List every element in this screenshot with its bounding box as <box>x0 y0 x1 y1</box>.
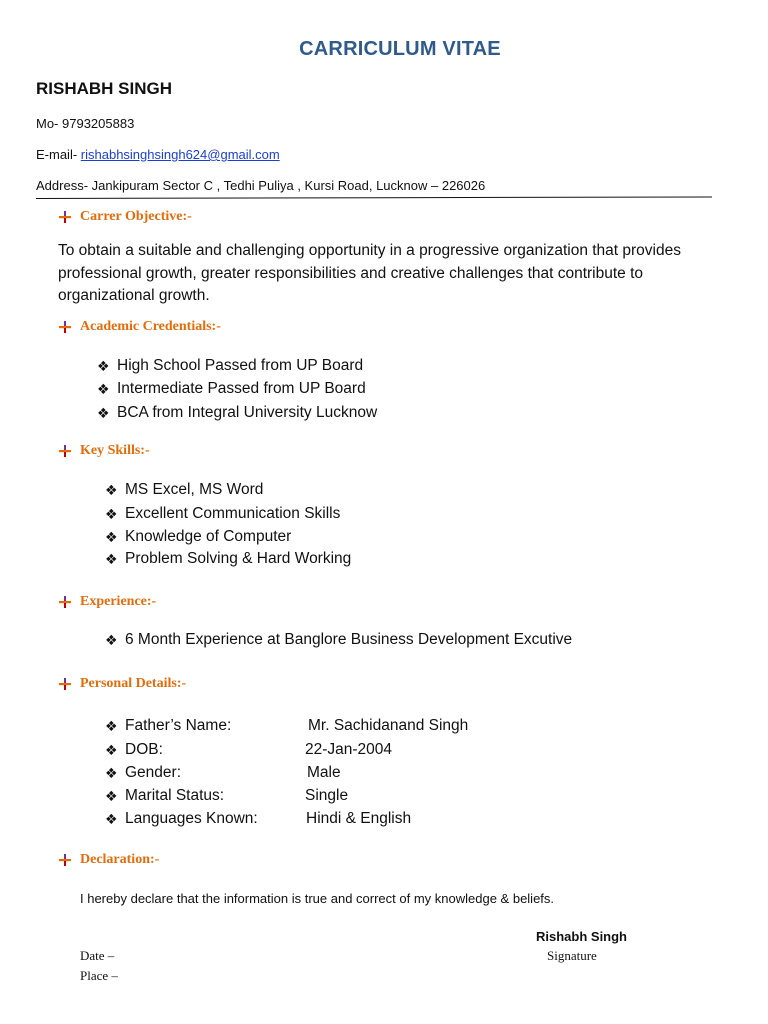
diamond-bullet-icon: ❖ <box>105 550 118 567</box>
email-label: E-mail- <box>36 147 81 162</box>
list-item-text: BCA from Integral University Lucknow <box>117 404 378 421</box>
diamond-bullet-icon: ❖ <box>105 481 118 498</box>
personal-row-value: Hindi & English <box>306 810 412 827</box>
list-item-text: 6 Month Experience at Banglore Business Development Excutive <box>125 631 573 648</box>
page-title: CARRICULUM VITAE <box>299 38 501 60</box>
section-heading-skills <box>58 443 150 459</box>
diamond-bullet-icon: ❖ <box>105 787 118 804</box>
candidate-name: RISHABH SINGH <box>36 79 173 98</box>
diamond-bullet-icon: ❖ <box>105 741 118 758</box>
list-item <box>105 631 572 649</box>
pushpin-heading-icon <box>58 320 72 334</box>
place-label: Place – <box>80 968 118 983</box>
email-link[interactable]: rishabhsinghsingh624@gmail.com <box>80 147 280 162</box>
list-item <box>97 357 363 375</box>
diamond-bullet-icon: ❖ <box>97 357 110 374</box>
list-item <box>105 505 340 523</box>
diamond-bullet-icon: ❖ <box>105 631 118 648</box>
diamond-bullet-icon: ❖ <box>97 380 110 397</box>
signature-label: Signature <box>547 948 597 963</box>
detail-label: Father’s Name: <box>125 717 232 734</box>
section-heading-academic <box>58 319 221 335</box>
signer-name: Rishabh Singh <box>536 929 627 944</box>
diamond-bullet-icon: ❖ <box>105 528 118 545</box>
diamond-bullet-icon: ❖ <box>97 404 110 421</box>
personal-row-value: Mr. Sachidanand Singh <box>308 717 469 734</box>
list-item-text: High School Passed from UP Board <box>117 357 364 374</box>
heading-label: Academic Credentials:- <box>80 319 221 334</box>
mobile-number: Mo- 9793205883 <box>36 116 135 131</box>
personal-row-label <box>105 810 258 828</box>
diamond-bullet-icon: ❖ <box>105 505 118 522</box>
list-item <box>97 380 366 398</box>
diamond-bullet-icon: ❖ <box>105 810 118 827</box>
diamond-bullet-icon: ❖ <box>105 764 118 781</box>
list-item-text: MS Excel, MS Word <box>125 481 264 498</box>
pushpin-heading-icon <box>58 210 72 224</box>
header-divider <box>36 196 712 199</box>
detail-label: Marital Status: <box>125 787 225 804</box>
date-label: Date – <box>80 948 115 963</box>
declaration-text: I hereby declare that the information is true and correct of my knowledge & beliefs. <box>80 891 555 906</box>
pushpin-heading-icon <box>58 444 72 458</box>
list-item-text: Knowledge of Computer <box>125 528 292 545</box>
list-item-text: Intermediate Passed from UP Board <box>117 380 366 397</box>
personal-row-label <box>105 741 163 759</box>
personal-row-value: Male <box>307 764 341 781</box>
detail-label: Languages Known: <box>125 810 258 827</box>
diamond-bullet-icon: ❖ <box>105 717 118 734</box>
list-item <box>97 404 377 422</box>
pushpin-heading-icon <box>58 595 72 609</box>
list-item <box>105 528 291 546</box>
section-heading-declaration <box>58 852 159 868</box>
list-item <box>105 481 263 499</box>
pushpin-heading-icon <box>58 677 72 691</box>
personal-row-label <box>105 787 224 805</box>
heading-label: Personal Details:- <box>80 676 187 691</box>
heading-label: Carrer Objective:- <box>80 209 192 224</box>
detail-label: Gender: <box>125 764 182 781</box>
personal-row-label <box>105 764 181 782</box>
personal-row-value: Single <box>305 787 349 804</box>
pushpin-heading-icon <box>58 853 72 867</box>
address: Address- Jankipuram Sector C , Tedhi Puliya , Kursi Road, Lucknow – 226026 <box>36 178 486 193</box>
section-heading-objective <box>58 209 192 225</box>
personal-row-label <box>105 717 231 735</box>
section-heading-personal <box>58 676 186 692</box>
personal-row-value: 22-Jan-2004 <box>305 741 393 758</box>
heading-label: Key Skills:- <box>80 443 150 458</box>
list-item <box>105 550 351 568</box>
section-heading-experience <box>58 594 156 610</box>
list-item-text: Excellent Communication Skills <box>125 505 341 522</box>
list-item-text: Problem Solving & Hard Working <box>125 550 352 567</box>
heading-label: Experience:- <box>80 594 157 609</box>
email-line <box>36 147 280 162</box>
heading-label: Declaration:- <box>80 852 160 867</box>
detail-label: DOB: <box>125 741 163 758</box>
objective-text: To obtain a suitable and challenging opportunity in a progressive organization that provides professional growth, greater responsibilities and creative challenges that contribute to organizational growth. <box>58 242 681 304</box>
